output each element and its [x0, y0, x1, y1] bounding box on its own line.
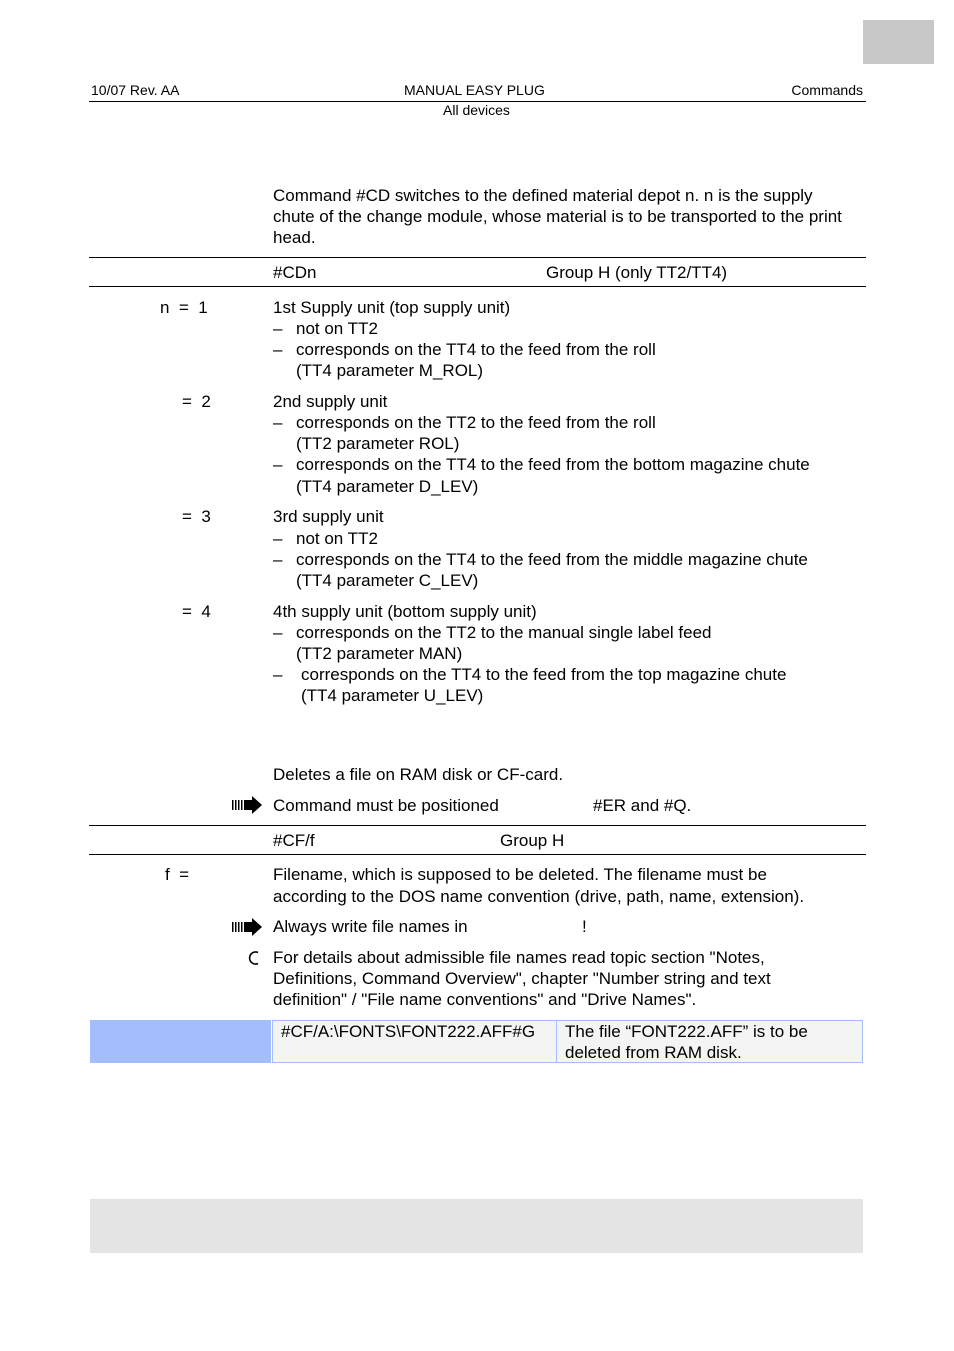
- example-table-divider: [556, 1020, 557, 1063]
- cf-group: Group H: [500, 831, 565, 850]
- footer-band: [90, 1199, 863, 1253]
- cd-param-3-item-1: not on TT2: [296, 529, 378, 548]
- cd-param-4-item-2-cont: (TT4 parameter U_LEV): [301, 686, 484, 705]
- cd-param-4-dash-1: –: [273, 623, 283, 642]
- cf-intro: Deletes a file on RAM disk or CF-card.: [273, 765, 564, 784]
- cd-intro-line-3: head.: [273, 228, 316, 247]
- cd-param-4-item-2: corresponds on the TT4 to the feed from the top magazine chute: [301, 665, 787, 684]
- cd-param-4-dash-2: –: [273, 665, 283, 684]
- cd-param-4-label: = 4: [182, 602, 211, 621]
- cf-bullet-line-2: Definitions, Command Overview", chapter "Number string and text: [273, 969, 771, 988]
- cd-param-2-dash-1: –: [273, 413, 283, 432]
- cd-param-1-item-1: not on TT2: [296, 319, 378, 338]
- cd-param-2-label: = 2: [182, 392, 211, 411]
- example-description-line-1: The file “FONT222.AFF” is to be: [565, 1022, 808, 1041]
- cd-param-4-title: 4th supply unit (bottom supply unit): [273, 602, 537, 621]
- page-corner-tab: [863, 20, 934, 64]
- cf-bullet-line-3: definition" / "File name conventions" and "Drive Names".: [273, 990, 697, 1009]
- cd-param-1-title: 1st Supply unit (top supply unit): [273, 298, 511, 317]
- cd-intro-line-2: chute of the change module, whose material is to be transported to the print: [273, 207, 842, 226]
- circle-bullet-icon: [247, 950, 263, 966]
- cd-param-3-label: = 3: [182, 507, 211, 526]
- cd-param-2-title: 2nd supply unit: [273, 392, 388, 411]
- cf-syntax: #CF/f: [273, 831, 315, 850]
- cd-param-2-item-1: corresponds on the TT2 to the feed from the roll: [296, 413, 656, 432]
- cd-param-1-dash-2: –: [273, 340, 283, 359]
- cd-syntax-rule-top: [89, 257, 866, 258]
- header-section: Commands: [791, 82, 863, 98]
- note-arrow-icon: [231, 796, 263, 814]
- cf-syntax-rule-bottom: [89, 854, 866, 855]
- cf-param-line-2: according to the DOS name convention (drive, path, name, extension).: [273, 887, 805, 906]
- cd-param-2-item-2: corresponds on the TT4 to the feed from the bottom magazine chute: [296, 455, 810, 474]
- cf-note-2-text: Always write file names in: [273, 917, 468, 936]
- cd-syntax-rule-bottom: [89, 286, 866, 287]
- cd-param-3-title: 3rd supply unit: [273, 507, 384, 526]
- cd-syntax: #CDn: [273, 263, 317, 282]
- cd-param-2-item-1-cont: (TT2 parameter ROL): [296, 434, 460, 453]
- header-subtitle: All devices: [443, 102, 510, 118]
- cd-param-2-dash-2: –: [273, 455, 283, 474]
- cf-bullet-line-1: For details about admissible file names read topic section "Notes,: [273, 948, 765, 967]
- cf-note-2-end: !: [582, 917, 587, 936]
- example-table-left-border: [272, 1020, 273, 1063]
- cd-param-3-item-2-cont: (TT4 parameter C_LEV): [296, 571, 479, 590]
- cd-group: Group H (only TT2/TT4): [546, 263, 728, 282]
- cd-param-1-dash-1: –: [273, 319, 283, 338]
- header-manual-title: MANUAL EASY PLUG: [404, 82, 545, 98]
- cd-param-3-dash-2: –: [273, 550, 283, 569]
- note-arrow-icon: [231, 918, 263, 936]
- cd-param-3-item-2: corresponds on the TT4 to the feed from the middle magazine chute: [296, 550, 808, 569]
- cd-param-4-item-1: corresponds on the TT2 to the manual single label feed: [296, 623, 712, 642]
- cd-param-2-item-2-cont: (TT4 parameter D_LEV): [296, 477, 479, 496]
- example-command: #CF/A:\FONTS\FONT222.AFF#G: [281, 1022, 536, 1041]
- cf-note-1-text: Command must be positioned: [273, 796, 499, 815]
- cf-syntax-rule-top: [89, 825, 866, 826]
- cd-param-1-label: n = 1: [160, 298, 208, 317]
- example-label-band: [90, 1020, 271, 1063]
- example-description-line-2: deleted from RAM disk.: [565, 1043, 742, 1062]
- cf-param-label: f =: [165, 865, 190, 884]
- cd-param-4-item-1-cont: (TT2 parameter MAN): [296, 644, 463, 663]
- cd-param-1-item-2: corresponds on the TT4 to the feed from the roll: [296, 340, 656, 359]
- cd-intro-line-1: Command #CD switches to the defined material depot n. n is the supply: [273, 186, 813, 205]
- header-revision: 10/07 Rev. AA: [91, 82, 180, 98]
- cf-note-1-commands: #ER and #Q.: [593, 796, 692, 815]
- cd-param-3-dash-1: –: [273, 529, 283, 548]
- cd-param-1-item-2-cont: (TT4 parameter M_ROL): [296, 361, 484, 380]
- cf-param-line-1: Filename, which is supposed to be deleted. The filename must be: [273, 865, 767, 884]
